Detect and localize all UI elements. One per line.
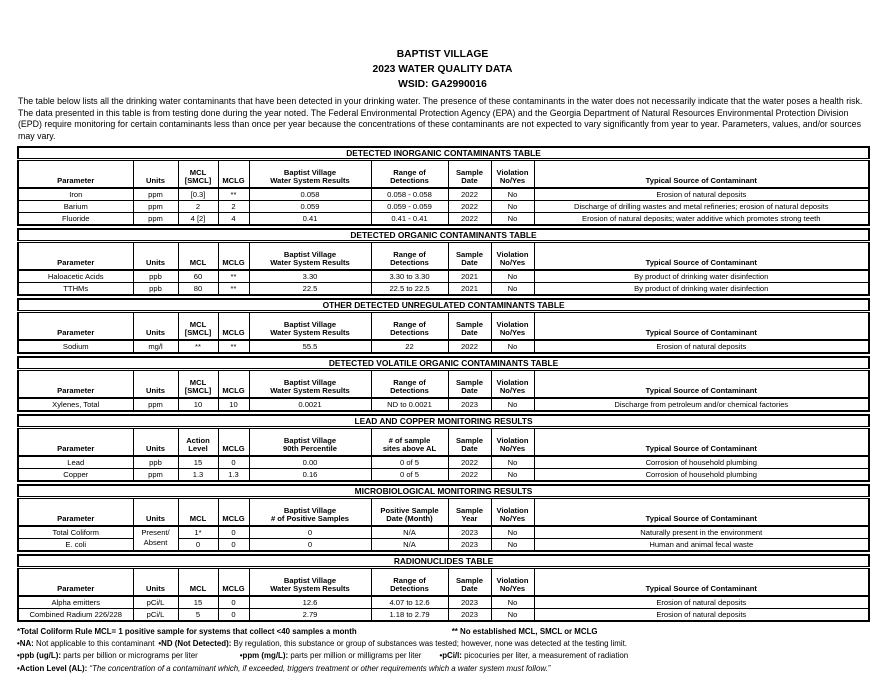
table-cell: Erosion of natural deposits <box>534 608 869 621</box>
column-header: Sample Date <box>448 311 491 340</box>
column-header: Baptist Village Water System Results <box>249 159 371 188</box>
table-row <box>18 526 869 539</box>
table-title: RADIONUCLIDES TABLE <box>18 555 869 568</box>
footnote-segment: •pCi/l: <box>439 651 462 661</box>
column-header: Baptist Village Water System Results <box>249 241 371 270</box>
table-title-row <box>18 357 869 370</box>
column-header: Typical Source of Contaminant <box>534 159 869 188</box>
table-radionuclides-table <box>17 554 870 622</box>
table-cell: Barium <box>18 200 133 212</box>
footnote-segment: By regulation, this substance or group of substances was tested; however, none was detected at the testing limit. <box>231 639 627 649</box>
table-row <box>18 270 869 283</box>
table-title: DETECTED VOLATILE ORGANIC CONTAMINANTS TABLE <box>18 357 869 370</box>
table-cell: Present/ Absent <box>133 526 178 551</box>
table-cell: 3.30 <box>249 270 371 283</box>
column-header: MCL <box>178 567 218 596</box>
column-header: Parameter <box>18 369 133 398</box>
table-cell: No <box>491 608 534 621</box>
table-cell: ppm <box>133 200 178 212</box>
column-header: Violation No/Yes <box>491 497 534 526</box>
column-header: Range of Detections <box>371 567 448 596</box>
table-cell: Alpha emitters <box>18 596 133 609</box>
table-cell: 0 <box>249 538 371 551</box>
table-cell: ** <box>218 188 249 201</box>
table-cell: 0 <box>218 608 249 621</box>
table-cell: 0.16 <box>249 468 371 481</box>
footnote-segment: “The concentration of a contaminant which, if exceeded, triggers treatment or other requirements which a water system must follow.” <box>87 663 551 673</box>
table-cell: No <box>491 212 534 225</box>
table-row <box>18 188 869 201</box>
column-header: Typical Source of Contaminant <box>534 241 869 270</box>
table-row <box>18 468 869 481</box>
table-cell: No <box>491 200 534 212</box>
table-title: DETECTED ORGANIC CONTAMINANTS TABLE <box>18 229 869 242</box>
table-cell: 4 [2] <box>178 212 218 225</box>
footnote-segment: •NA: <box>17 639 34 649</box>
table-cell: No <box>491 538 534 551</box>
table-cell: 22.5 to 22.5 <box>371 282 448 295</box>
table-cell: 0 <box>218 526 249 539</box>
column-header: Baptist Village Water System Results <box>249 567 371 596</box>
column-header: Baptist Village Water System Results <box>249 311 371 340</box>
column-header: Parameter <box>18 567 133 596</box>
table-cell: 0.059 <box>249 200 371 212</box>
table-cell: No <box>491 282 534 295</box>
table-cell: 4.07 to 12.6 <box>371 596 448 609</box>
table-cell: 2023 <box>448 398 491 411</box>
column-header: MCL [SMCL] <box>178 369 218 398</box>
table-row <box>18 596 869 609</box>
table-row <box>18 282 869 295</box>
column-header: Typical Source of Contaminant <box>534 311 869 340</box>
table-header-row <box>18 241 869 270</box>
table-cell: TTHMs <box>18 282 133 295</box>
column-header: Units <box>133 311 178 340</box>
table-cell: 2023 <box>448 526 491 539</box>
footnote-segment: •ppb (ug/L): <box>17 651 61 661</box>
column-header: Units <box>133 497 178 526</box>
footnote-segment: •Action Level (AL): <box>17 663 88 673</box>
table-cell: 0.0021 <box>249 398 371 411</box>
column-header: MCL <box>178 241 218 270</box>
table-cell: 4 <box>218 212 249 225</box>
report-title-block <box>0 0 885 92</box>
footnote-segment: picocuries per liter, a measurement of radiation <box>461 651 629 661</box>
table-row <box>18 200 869 212</box>
report-title: 2023 WATER QUALITY DATA <box>372 64 513 75</box>
table-cell: 2022 <box>448 468 491 481</box>
footnote-line <box>17 663 885 675</box>
table-cell: 1.3 <box>178 468 218 481</box>
table-cell: Iron <box>18 188 133 201</box>
table-cell: By product of drinking water disinfection <box>534 270 869 283</box>
table-row <box>18 340 869 353</box>
table-cell: Corrosion of household plumbing <box>534 456 869 469</box>
table-cell: N/A <box>371 538 448 551</box>
intro-paragraph: The table below lists all the drinking water contaminants that have been detected in your drinking water. The presence of these contaminants in the water does not necessarily indicate that the water poses a health risk. The data presented in this table is from testing done during the year noted. The Federal Environmental Protection Agency (EPA) and the Georgia Department of Natural Resources Environmental Protection Division (EPD) require monitoring for certain contaminants less than once per year because the concentrations of these contaminants are not expected to vary significantly from year to year. Parameters, values, and/or sources may vary. <box>18 96 863 142</box>
column-header: MCLG <box>218 311 249 340</box>
table-cell: 0.41 <box>249 212 371 225</box>
table-cell: 2022 <box>448 212 491 225</box>
table-cell: 2 <box>218 200 249 212</box>
footnote-segment: Not applicable to this contaminant <box>33 639 155 649</box>
table-cell: 2 <box>178 200 218 212</box>
column-header: Range of Detections <box>371 311 448 340</box>
column-header: MCLG <box>218 159 249 188</box>
table-row <box>18 398 869 411</box>
footnote-line <box>17 638 885 650</box>
table-cell: Haloacetic Acids <box>18 270 133 283</box>
footnote-segment: *Total Coliform Rule MCL= 1 positive sample for systems that collect <40 samples a month <box>17 626 357 636</box>
column-header: Violation No/Yes <box>491 567 534 596</box>
table-cell: No <box>491 188 534 201</box>
table-cell: 0 <box>218 538 249 551</box>
table-cell: 10 <box>218 398 249 411</box>
column-header: Baptist Village Water System Results <box>249 369 371 398</box>
footnote-segment: •ND (Not Detected): <box>158 639 232 649</box>
column-header: Typical Source of Contaminant <box>534 427 869 456</box>
column-header: Typical Source of Contaminant <box>534 567 869 596</box>
table-cell: No <box>491 398 534 411</box>
column-header: Typical Source of Contaminant <box>534 497 869 526</box>
table-header-row <box>18 159 869 188</box>
table-cell: ppb <box>133 282 178 295</box>
table-cell: Total Coliform <box>18 526 133 539</box>
table-cell: 1.18 to 2.79 <box>371 608 448 621</box>
table-title: OTHER DETECTED UNREGULATED CONTAMINANTS TABLE <box>18 299 869 312</box>
column-header: Positive Sample Date (Month) <box>371 497 448 526</box>
table-cell: 0 of 5 <box>371 468 448 481</box>
table-cell: ppb <box>133 456 178 469</box>
table-detected-inorganic-contaminants-table <box>17 146 870 226</box>
table-cell: Naturally present in the environment <box>534 526 869 539</box>
table-cell: ppb <box>133 270 178 283</box>
footnote-segment: •ppm (mg/L): <box>239 651 289 661</box>
table-cell: Lead <box>18 456 133 469</box>
table-cell: ** <box>218 282 249 295</box>
table-cell: 15 <box>178 456 218 469</box>
table-cell: 0 of 5 <box>371 456 448 469</box>
table-title-row <box>18 415 869 428</box>
column-header: Parameter <box>18 427 133 456</box>
table-cell: 12.6 <box>249 596 371 609</box>
footnote-segment: parts per billion or micrograms per liter <box>60 651 198 661</box>
table-title: LEAD AND COPPER MONITORING RESULTS <box>18 415 869 428</box>
column-header: Sample Date <box>448 159 491 188</box>
column-header: Violation No/Yes <box>491 427 534 456</box>
table-cell: 2.79 <box>249 608 371 621</box>
table-cell: Human and animal fecal waste <box>534 538 869 551</box>
table-row <box>18 608 869 621</box>
table-cell: 2021 <box>448 270 491 283</box>
table-cell: 2023 <box>448 608 491 621</box>
column-header: Range of Detections <box>371 369 448 398</box>
column-header: MCLG <box>218 241 249 270</box>
table-other-detected-unregulated-contaminants-table <box>17 298 870 354</box>
table-cell: 3.30 to 3.30 <box>371 270 448 283</box>
table-cell: 0.059 - 0.059 <box>371 200 448 212</box>
column-header: Typical Source of Contaminant <box>534 369 869 398</box>
table-cell: 55.5 <box>249 340 371 353</box>
table-header-row <box>18 427 869 456</box>
table-title-row <box>18 147 869 160</box>
table-cell: ppm <box>133 212 178 225</box>
table-cell: 22 <box>371 340 448 353</box>
column-header: Sample Date <box>448 427 491 456</box>
table-cell: No <box>491 340 534 353</box>
table-cell: No <box>491 456 534 469</box>
table-cell: ppm <box>133 468 178 481</box>
column-header: # of sample sites above AL <box>371 427 448 456</box>
table-cell: 15 <box>178 596 218 609</box>
column-header: Range of Detections <box>371 159 448 188</box>
table-cell: 10 <box>178 398 218 411</box>
footnote-segment: parts per million or milligrams per liter <box>288 651 422 661</box>
column-header: Violation No/Yes <box>491 159 534 188</box>
footnote-line <box>17 626 885 638</box>
table-cell: 0 <box>218 596 249 609</box>
column-header: Violation No/Yes <box>491 241 534 270</box>
table-cell: pCi/L <box>133 596 178 609</box>
tables-container <box>0 146 885 622</box>
table-cell: 2023 <box>448 538 491 551</box>
column-header: Sample Year <box>448 497 491 526</box>
table-cell: [0.3] <box>178 188 218 201</box>
table-cell: ** <box>218 270 249 283</box>
table-cell: 2022 <box>448 340 491 353</box>
table-cell: mg/l <box>133 340 178 353</box>
column-header: Sample Date <box>448 567 491 596</box>
column-header: Parameter <box>18 241 133 270</box>
table-cell: 0 <box>249 526 371 539</box>
column-header: MCLG <box>218 369 249 398</box>
table-title: DETECTED INORGANIC CONTAMINANTS TABLE <box>18 147 869 160</box>
table-cell: E. coli <box>18 538 133 551</box>
column-header: Parameter <box>18 497 133 526</box>
table-cell: 80 <box>178 282 218 295</box>
table-cell: 60 <box>178 270 218 283</box>
column-header: MCL <box>178 497 218 526</box>
table-detected-volatile-organic-contaminants-table <box>17 356 870 412</box>
table-cell: Fluoride <box>18 212 133 225</box>
wsid-number: WSID: GA2990016 <box>398 79 487 90</box>
column-header: Baptist Village # of Positive Samples <box>249 497 371 526</box>
table-microbiological-monitoring-results <box>17 484 870 552</box>
table-cell: ** <box>178 340 218 353</box>
table-cell: Sodium <box>18 340 133 353</box>
table-cell: No <box>491 468 534 481</box>
table-title-row <box>18 485 869 498</box>
table-cell: 0.058 <box>249 188 371 201</box>
table-cell: No <box>491 526 534 539</box>
table-cell: 1.3 <box>218 468 249 481</box>
table-cell: 5 <box>178 608 218 621</box>
column-header: Violation No/Yes <box>491 369 534 398</box>
table-cell: No <box>491 270 534 283</box>
table-cell: No <box>491 596 534 609</box>
table-cell: Xylenes, Total <box>18 398 133 411</box>
column-header: Parameter <box>18 159 133 188</box>
table-cell: 2021 <box>448 282 491 295</box>
table-header-row <box>18 497 869 526</box>
table-cell: 0 <box>218 456 249 469</box>
table-cell: Combined Radium 226/228 <box>18 608 133 621</box>
footnotes <box>17 626 885 675</box>
column-header: Sample Date <box>448 241 491 270</box>
table-cell: 22.5 <box>249 282 371 295</box>
table-title-row <box>18 229 869 242</box>
table-cell: Erosion of natural deposits <box>534 340 869 353</box>
table-cell: Copper <box>18 468 133 481</box>
table-header-row <box>18 567 869 596</box>
column-header: Units <box>133 427 178 456</box>
column-header: Action Level <box>178 427 218 456</box>
table-title-row <box>18 299 869 312</box>
column-header: MCLG <box>218 497 249 526</box>
table-cell: pCi/L <box>133 608 178 621</box>
footnote-line <box>17 650 885 662</box>
table-cell: Discharge from petroleum and/or chemical factories <box>534 398 869 411</box>
table-cell: 0.00 <box>249 456 371 469</box>
column-header: Sample Date <box>448 369 491 398</box>
column-header: Units <box>133 567 178 596</box>
table-cell: 0.058 - 0.058 <box>371 188 448 201</box>
table-cell: ppm <box>133 398 178 411</box>
table-cell: Erosion of natural deposits <box>534 596 869 609</box>
column-header: Baptist Village 90th Percentile <box>249 427 371 456</box>
table-row <box>18 212 869 225</box>
table-cell: 2022 <box>448 200 491 212</box>
facility-name: BAPTIST VILLAGE <box>396 49 489 60</box>
table-cell: 0.41 - 0.41 <box>371 212 448 225</box>
table-header-row <box>18 369 869 398</box>
column-header: Units <box>133 241 178 270</box>
table-lead-and-copper-monitoring-results <box>17 414 870 482</box>
table-cell: 1* <box>178 526 218 539</box>
table-cell: Discharge of drilling wastes and metal refineries; erosion of natural deposits <box>534 200 869 212</box>
column-header: MCLG <box>218 427 249 456</box>
column-header: Units <box>133 369 178 398</box>
table-cell: By product of drinking water disinfection <box>534 282 869 295</box>
table-title-row <box>18 555 869 568</box>
table-cell: Erosion of natural deposits <box>534 188 869 201</box>
table-header-row <box>18 311 869 340</box>
column-header: Parameter <box>18 311 133 340</box>
table-cell: ** <box>218 340 249 353</box>
table-cell: Corrosion of household plumbing <box>534 468 869 481</box>
table-cell: N/A <box>371 526 448 539</box>
table-cell: 0 <box>178 538 218 551</box>
column-header: Range of Detections <box>371 241 448 270</box>
column-header: MCL [SMCL] <box>178 311 218 340</box>
table-cell: Erosion of natural deposits; water additive which promotes strong teeth <box>534 212 869 225</box>
table-row <box>18 456 869 469</box>
table-cell: ND to 0.0021 <box>371 398 448 411</box>
footnote-segment: ** No established MCL, SMCL or MCLG <box>451 626 598 636</box>
table-cell: 2022 <box>448 456 491 469</box>
table-cell: 2023 <box>448 596 491 609</box>
column-header: Units <box>133 159 178 188</box>
table-cell: 2022 <box>448 188 491 201</box>
table-cell: ppm <box>133 188 178 201</box>
column-header: Violation No/Yes <box>491 311 534 340</box>
table-title: MICROBIOLOGICAL MONITORING RESULTS <box>18 485 869 498</box>
column-header: MCL [SMCL] <box>178 159 218 188</box>
column-header: MCLG <box>218 567 249 596</box>
table-detected-organic-contaminants-table <box>17 228 870 296</box>
